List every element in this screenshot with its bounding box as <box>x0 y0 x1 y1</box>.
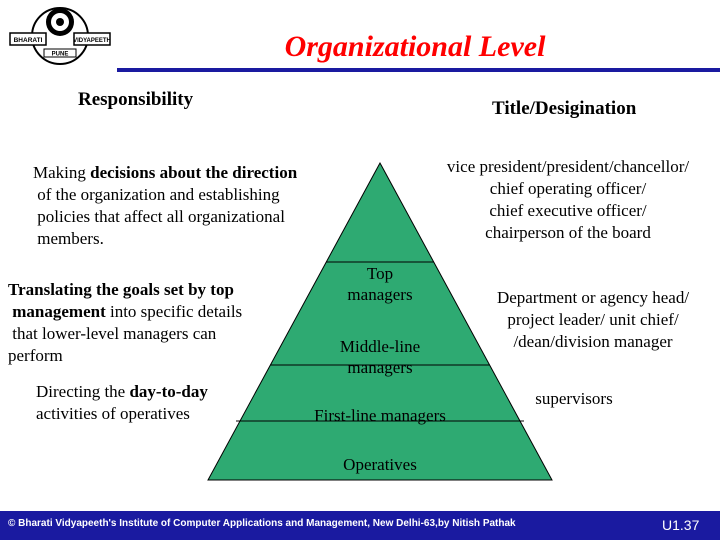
text-line: /dean/division manager <box>513 332 673 351</box>
logo-text-left: BHARATI <box>13 37 43 44</box>
text-line: Department or agency head/ <box>496 288 690 307</box>
level-middle-line-managers <box>310 336 450 378</box>
text-line: project leader/ unit chief/ <box>507 310 679 329</box>
text-run: into specific details <box>105 302 243 321</box>
title-designation-header: Title/Desigination <box>492 98 637 119</box>
text-line: supervisors <box>535 389 613 408</box>
level-first-line-managers <box>290 405 470 426</box>
text-run: Making <box>33 163 91 182</box>
logo-text-right: VIDYAPEETH <box>73 38 111 44</box>
text-run: that lower-level managers can <box>8 324 217 343</box>
text-run: of the organization and establishing <box>33 185 280 204</box>
text-line: managers <box>347 358 413 377</box>
bold-text-run: decisions about the direction <box>90 163 298 182</box>
text-run: perform <box>8 346 63 365</box>
slide-title: Organizational Level <box>284 30 546 63</box>
text-run: activities of operatives <box>36 404 190 423</box>
footer-copyright: © Bharati Vidyapeeth's Institute of Computer Applications and Management, New Delhi-63,by Nitish Pathak <box>8 518 516 529</box>
text-line: Top <box>366 264 394 283</box>
titles-middle-managers <box>474 287 712 353</box>
text-run: policies that affect all organizational <box>33 207 285 226</box>
text-line: chairperson of the board <box>485 223 651 242</box>
titles-first-line <box>526 388 622 410</box>
text-line: managers <box>347 285 413 304</box>
slide-number: U1.37 <box>662 517 700 533</box>
text-line: First-line managers <box>314 406 446 425</box>
bold-text-run: day-to-day <box>129 382 208 401</box>
responsibility-header: Responsibility <box>78 89 194 110</box>
bold-text-run: management <box>8 302 106 321</box>
text-line: chief operating officer/ <box>489 179 647 198</box>
logo-text-bottom: PUNE <box>51 51 69 58</box>
text-line: Operatives <box>343 455 417 474</box>
level-operatives <box>320 454 440 475</box>
text-run: members. <box>33 229 104 248</box>
level-top-managers <box>330 263 430 305</box>
text-run: Directing the <box>36 382 130 401</box>
text-line: Middle-line <box>339 337 421 356</box>
text-line: vice president/president/chancellor/ <box>446 157 690 176</box>
titles-top-managers <box>420 156 716 244</box>
bold-text-run: Translating the goals set by top <box>8 280 234 299</box>
text-line: chief executive officer/ <box>489 201 647 220</box>
